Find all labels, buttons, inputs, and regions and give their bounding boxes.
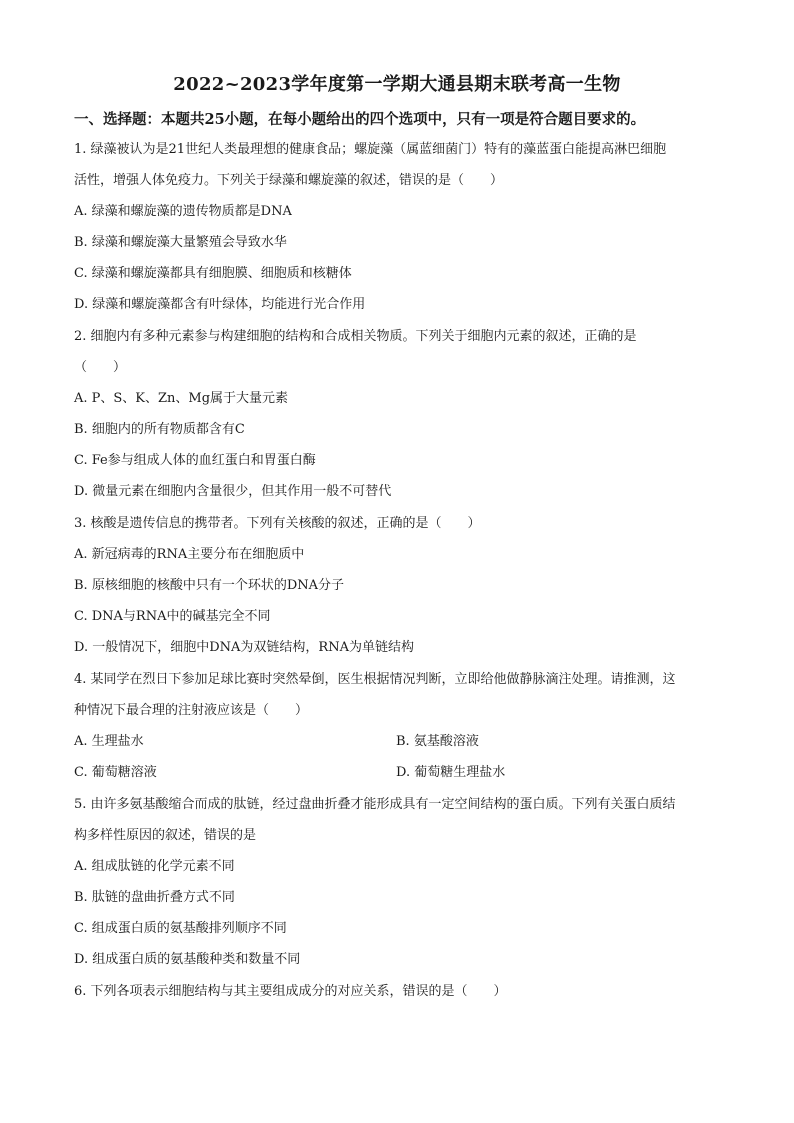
question-4-option-c: C. 葡萄糖溶液 [74,765,157,780]
question-4-option-a: A. 生理盐水 [74,734,144,749]
question-3-option-a: A. 新冠病毒的RNA主要分布在细胞质中 [74,547,305,562]
question-3-option-c: C. DNA与RNA中的碱基完全不同 [74,609,271,624]
question-1-option-b: B. 绿藻和螺旋藻大量繁殖会导致水华 [74,235,287,250]
question-1-option-a: A. 绿藻和螺旋藻的遗传物质都是DNA [74,204,292,219]
question-2-stem-line-1: 2. 细胞内有多种元素参与构建细胞的结构和合成相关物质。下列关于细胞内元素的叙述，正确的是 [74,329,637,344]
question-5-stem-line-1: 5. 由许多氨基酸缩合而成的肽链，经过盘曲折叠才能形成具有一定空间结构的蛋白质。下列有关蛋白质结 [74,797,676,812]
question-3-option-d: D. 一般情况下，细胞中DNA为双链结构，RNA为单链结构 [74,640,414,655]
question-5-option-c: C. 组成蛋白质的氨基酸排列顺序不同 [74,921,287,936]
question-5-stem-line-2: 构多样性原因的叙述，错误的是 [74,828,257,843]
question-4-stem-line-2: 种情况下最合理的注射液应该是（ ） [74,703,309,718]
question-5-option-a: A. 组成肽链的化学元素不同 [74,859,235,874]
question-2-option-d: D. 微量元素在细胞内含量很少，但其作用一般不可替代 [74,484,392,499]
question-3-option-b: B. 原核细胞的核酸中只有一个环状的DNA分子 [74,578,345,593]
question-2-option-a: A. P、S、K、Zn、Mg属于大量元素 [74,391,289,406]
question-1-stem-line-2: 活性，增强人体免疫力。下列关于绿藻和螺旋藻的叙述，错误的是（ ） [74,173,504,188]
page-title: 2022~2023学年度第一学期大通县期末联考高一生物 [173,74,621,95]
question-3-stem: 3. 核酸是遗传信息的携带者。下列有关核酸的叙述，正确的是（ ） [74,516,481,531]
question-5-option-b: B. 肽链的盘曲折叠方式不同 [74,890,235,905]
question-5-option-d: D. 组成蛋白质的氨基酸种类和数量不同 [74,952,301,967]
question-1-stem-line-1: 1. 绿藻被认为是21世纪人类最理想的健康食品；螺旋藻（属蓝细菌门）特有的藻蓝蛋白能提高淋巴细胞 [74,142,667,157]
question-4-option-d: D. 葡萄糖生理盐水 [396,765,506,780]
question-1-option-d: D. 绿藻和螺旋藻都含有叶绿体，均能进行光合作用 [74,297,366,312]
question-2-option-c: C. Fe参与组成人体的血红蛋白和胃蛋白酶 [74,453,316,468]
question-1-option-c: C. 绿藻和螺旋藻都具有细胞膜、细胞质和核糖体 [74,266,352,281]
question-2-option-b: B. 细胞内的所有物质都含有C [74,422,245,437]
question-2-stem-line-2: （ ） [74,360,127,375]
section-heading: 一、选择题：本题共25小题，在每小题给出的四个选项中，只有一项是符合题目要求的。 [74,111,646,128]
question-6-stem: 6. 下列各项表示细胞结构与其主要组成成分的对应关系，错误的是（ ） [74,984,507,999]
question-4-option-b: B. 氨基酸溶液 [396,734,479,749]
question-4-stem-line-1: 4. 某同学在烈日下参加足球比赛时突然晕倒，医生根据情况判断，立即给他做静脉滴注处理。请推测，这 [74,672,676,687]
